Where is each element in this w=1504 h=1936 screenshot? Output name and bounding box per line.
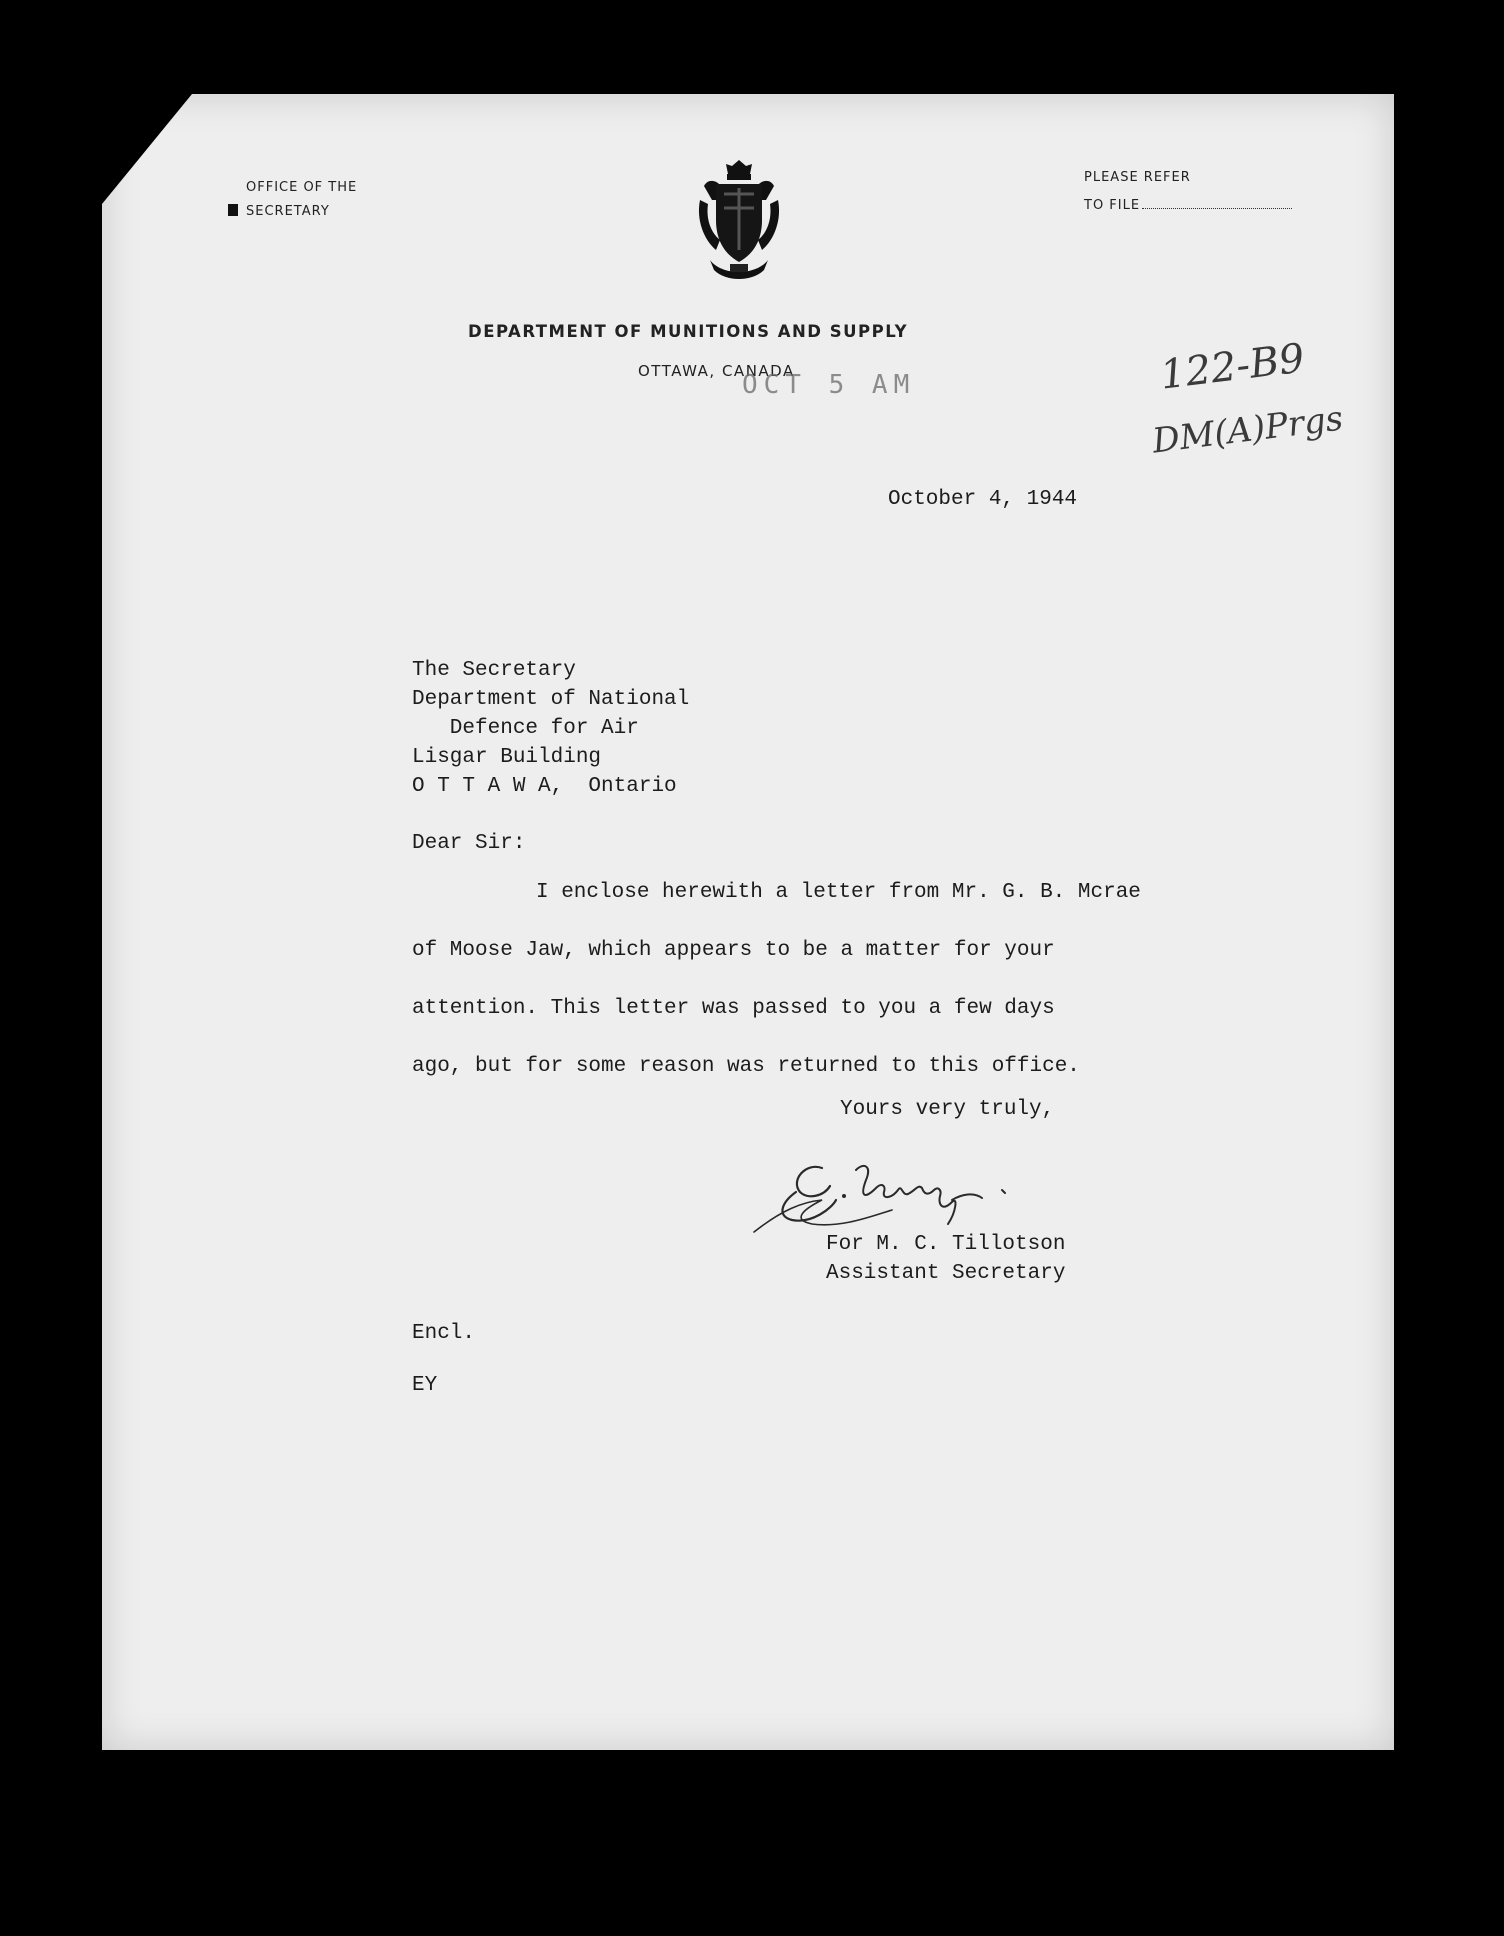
body-line: ago, but for some reason was returned to this office. [412,1055,1080,1078]
please-refer-block [1084,164,1292,220]
body-line: of Moose Jaw, which appears to be a matter for your [412,939,1055,962]
letter-page [102,94,1394,1750]
refer-line-2 [1084,192,1292,220]
file-number-blank [1142,208,1292,209]
address-line: Defence for Air [412,717,639,740]
enclosure-note: Encl. [412,1322,476,1345]
signer-title: Assistant Secretary [826,1262,1066,1285]
letter-body [412,864,1312,1096]
handwritten-file-code: DM(A)Prgs [1150,398,1346,462]
signer-block [826,1230,1065,1288]
handwritten-signature [752,1140,1042,1240]
handwritten-file-number: 122-B9 [1157,335,1307,399]
typist-initials: EY [412,1374,438,1397]
address-line: Department of National [412,688,690,711]
address-line: Lisgar Building [412,746,602,769]
body-line: I enclose herewith a letter from Mr. G. B. Mcrae [536,881,1141,904]
salutation: Dear Sir: [412,832,526,855]
recipient-address [412,656,689,801]
ink-mark [228,204,238,216]
body-line: attention. This letter was passed to you a few days [412,997,1055,1020]
coat-of-arms-icon [694,160,784,284]
received-stamp: OCT 5 AM [742,370,916,400]
complimentary-close: Yours very truly, [840,1098,1055,1121]
address-line: The Secretary [412,659,576,682]
department-name: DEPARTMENT OF MUNITIONS AND SUPPLY [468,322,909,341]
to-file-label: TO FILE [1084,198,1141,213]
letter-date: October 4, 1944 [888,488,1078,511]
office-line-1: OFFICE OF THE [246,180,358,195]
signer-name: For M. C. Tillotson [826,1233,1066,1256]
address-line: O T T A W A, Ontario [412,775,677,798]
office-of-secretary-header [246,176,357,224]
torn-corner [102,94,192,204]
department-city: OTTAWA, CANADA [638,362,795,380]
refer-line-1: PLEASE REFER [1084,170,1191,185]
office-line-2: SECRETARY [246,204,330,219]
